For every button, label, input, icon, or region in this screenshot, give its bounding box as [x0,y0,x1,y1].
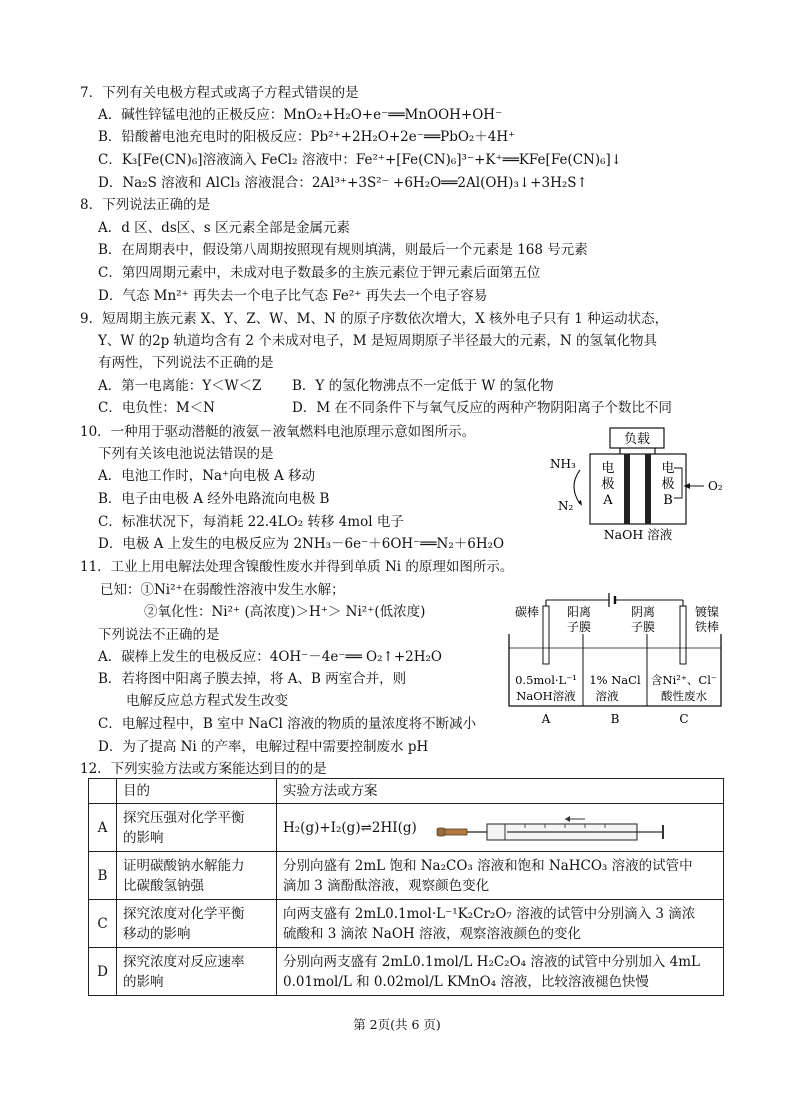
q9-option-a: A．第一电离能：Y＜W＜Z [98,378,262,394]
syringe-icon [435,814,675,842]
goal-line: 探究浓度对化学平衡 [123,905,245,922]
method-line: 分别向两支盛有 2mL0.1mol/L H₂C₂O₄ 溶液的试管中分别加入 4mL [283,953,701,970]
cation-membrane-label-2: 子膜 [566,620,592,634]
q8-option-c: C．第四周期元素中，未成对电子数最多的主族元素位于钾元素后面第五位 [98,265,541,281]
q9-stem-line2: Y、W 的2p 轨道均含有 2 个未成对电子，M 是短周期原子半径最大的元素，N 的氢氧化物具 [98,333,657,349]
q11-ask: 下列说法不正确的是 [98,627,220,643]
q9-option-c: C．电负性：M＜N [98,400,215,416]
q10-option-a: A．电池工作时，Na⁺向电极 A 移动 [98,468,316,484]
plated-iron-rod-label-1: 镀镍 [694,605,720,619]
page-footer: 第 2页(共 6 页) [353,1017,441,1032]
table-header-cell: 实验方法或方案 [277,779,724,804]
nacl-solution-label-1: 1% NaCl [589,673,641,687]
goal-cell [117,900,277,948]
q11-option-b-line2: 电解反应总方程式发生改变 [126,693,288,709]
cation-membrane-label-1: 阳离 [566,605,592,619]
anion-membrane-label-1: 阴离 [630,605,656,619]
load-label: 负载 [623,432,651,447]
goal-cell [117,948,277,996]
method-cell [277,852,724,900]
q11-option-b-line1: B．若将图中阳离子膜去掉，将 A、B 两室合并，则 [98,671,407,687]
q9-stem-line1: 9．短周期主族元素 X、Y、Z、W、M、N 的原子序数依次增大，X 核外电子只有 1 种运动状态， [80,311,669,327]
method-line: 0.01mol/L 和 0.02mol/L KMnO₄ 溶液，比较溶液褪色快慢 [283,973,649,990]
q8-option-a: A．d 区、ds区、s 区元素全部是金属元素 [98,220,350,236]
method-line: 硫酸和 3 滴浓 NaOH 溶液，观察溶液颜色的变化 [283,925,581,942]
method-line: 向两支盛有 2mL0.1mol·L⁻¹K₂Cr₂O₇ 溶液的试管中分别滴入 3 滴浓 [283,905,696,922]
method-cell [277,804,724,852]
table-header-cell: 目的 [117,779,277,804]
electrode-a-char1: 电 [601,461,615,476]
goal-line: 探究浓度对反应速率 [123,953,245,970]
q10-stem-line2: 下列有关该电池说法错误的是 [98,446,274,462]
electrode-a-char3: A [603,493,613,508]
q7-option-d: D．Na₂S 溶液和 AlCl₃ 溶液混合：2Al³⁺+3S²⁻ +6H₂O══2Al(OH)₃↓+3H₂S↑ [98,175,588,191]
nh3-label: NH₃ [550,457,576,471]
goal-line: 比碳酸氢钠强 [123,877,204,894]
q7-option-c: C．K₃[Fe(CN)₆]溶液滴入 FeCl₂ 溶液中：Fe²⁺+[Fe(CN)₆]³⁻+K⁺══KFe[Fe(CN)₆]↓ [98,152,623,168]
plated-iron-rod-label-2: 铁棒 [694,620,720,634]
q10-option-b: B．电子由电极 A 经外电路流向电极 B [98,491,330,507]
electrode-b-char1: 电 [661,461,675,476]
q7-option-b: B．铅酸蓄电池充电时的阳极反应：Pb²⁺+2H₂O+2e⁻══PbO₂＋4H⁺ [98,129,516,145]
fuel-cell-diagram [548,424,728,546]
goal-line: 移动的影响 [123,925,191,942]
chamber-a-label: A [541,712,551,726]
q7-stem: 7．下列有关电极方程式或离子方程式错误的是 [80,85,359,101]
option-cell: C [89,900,117,948]
naoh-solution-label-1: 0.5mol·L⁻¹ [515,673,577,687]
waste-water-label-2: 酸性废水 [661,689,707,703]
q8-stem: 8．下列说法正确的是 [80,197,211,213]
table-row [89,852,724,900]
q12-stem: 12．下列实验方法或方案能达到目的的是 [80,761,327,777]
method-line: 分别向盛有 2mL 饱和 Na₂CO₃ 溶液和饱和 NaHCO₃ 溶液的试管中 [283,857,693,874]
q8-option-d: D．气态 Mn²⁺ 再失去一个电子比气态 Fe²⁺ 再失去一个电子容易 [98,288,488,304]
naoh-solution-label: NaOH 溶液 [603,527,673,542]
q11-known-2: ②氧化性：Ni²⁺ (高浓度)＞H⁺＞ Ni²⁺(低浓度) [144,604,426,620]
electrode-b-char3: B [663,493,673,508]
n2-label: N₂ [558,499,574,513]
chamber-b-label: B [610,712,620,726]
naoh-solution-label-2: NaOH溶液 [516,689,576,703]
q10-option-c: C．标准状况下，每消耗 22.4LO₂ 转移 4mol 电子 [98,514,404,530]
table-row [89,948,724,996]
q10-option-d: D．电极 A 上发生的电极反应为 2NH₃－6e⁻＋6OH⁻══N₂＋6H₂O [98,536,505,552]
electrode-a-char2: 极 [601,477,615,492]
q11-known-1: 已知：①Ni²⁺在弱酸性溶液中发生水解； [100,582,345,598]
electrode-b-char2: 极 [661,477,675,492]
chamber-c-label: C [679,712,689,726]
q9-option-d: D．M 在不同条件下与氧气反应的两种产物阴阳离子个数比不同 [292,400,672,416]
goal-line: 的影响 [123,973,164,990]
goal-line: 探究压强对化学平衡 [123,809,245,826]
q9-option-b: B．Y 的氢化物沸点不一定低于 W 的氢化物 [292,378,554,394]
option-cell: B [89,852,117,900]
method-cell [277,948,724,996]
q10-stem-line1: 10．一种用于驱动潜艇的液氨－液氧燃料电池原理示意如图所示。 [80,424,476,440]
q9-stem-line3: 有两性，下列说法不正确的是 [98,355,274,371]
equilibrium-equation: H₂(g)+I₂(g)⇌2HI(g) [283,819,417,836]
goal-cell [117,804,277,852]
table-header-row [89,779,724,804]
electrolysis-diagram [505,590,730,730]
table-row [89,804,724,852]
q11-option-a: A．碳棒上发生的电极反应：4OH⁻－4e⁻══ O₂↑+2H₂O [98,649,442,665]
waste-water-label-1: 含Ni²⁺、Cl⁻ [651,673,717,687]
o2-label: O₂ [708,479,723,493]
anion-membrane-label-2: 子膜 [630,620,656,634]
table-header-cell [89,779,117,804]
q11-option-c: C．电解过程中，B 室中 NaCl 溶液的物质的量浓度将不断减小 [98,716,477,732]
option-cell: D [89,948,117,996]
carbon-rod-label: 碳棒 [514,605,540,619]
goal-line: 的影响 [123,829,164,846]
nacl-solution-label-2: 溶液 [595,689,619,703]
goal-cell [117,852,277,900]
table-row [89,900,724,948]
q11-stem: 11．工业上用电解法处理含镍酸性废水并得到单质 Ni 的原理如图所示。 [80,559,514,575]
q8-option-b: B．在周期表中，假设第八周期按照现有规则填满，则最后一个元素是 168 号元素 [98,242,588,258]
method-line: 滴加 3 滴酚酞溶液，观察颜色变化 [283,877,490,894]
option-cell: A [89,804,117,852]
q11-option-d: D．为了提高 Ni 的产率，电解过程中需要控制废水 pH [98,739,429,755]
experiment-table [88,778,724,996]
q7-option-a: A．碱性锌锰电池的正极反应：MnO₂+H₂O+e⁻══MnOOH+OH⁻ [98,107,503,123]
method-cell [277,900,724,948]
goal-line: 证明碳酸钠水解能力 [123,857,245,874]
